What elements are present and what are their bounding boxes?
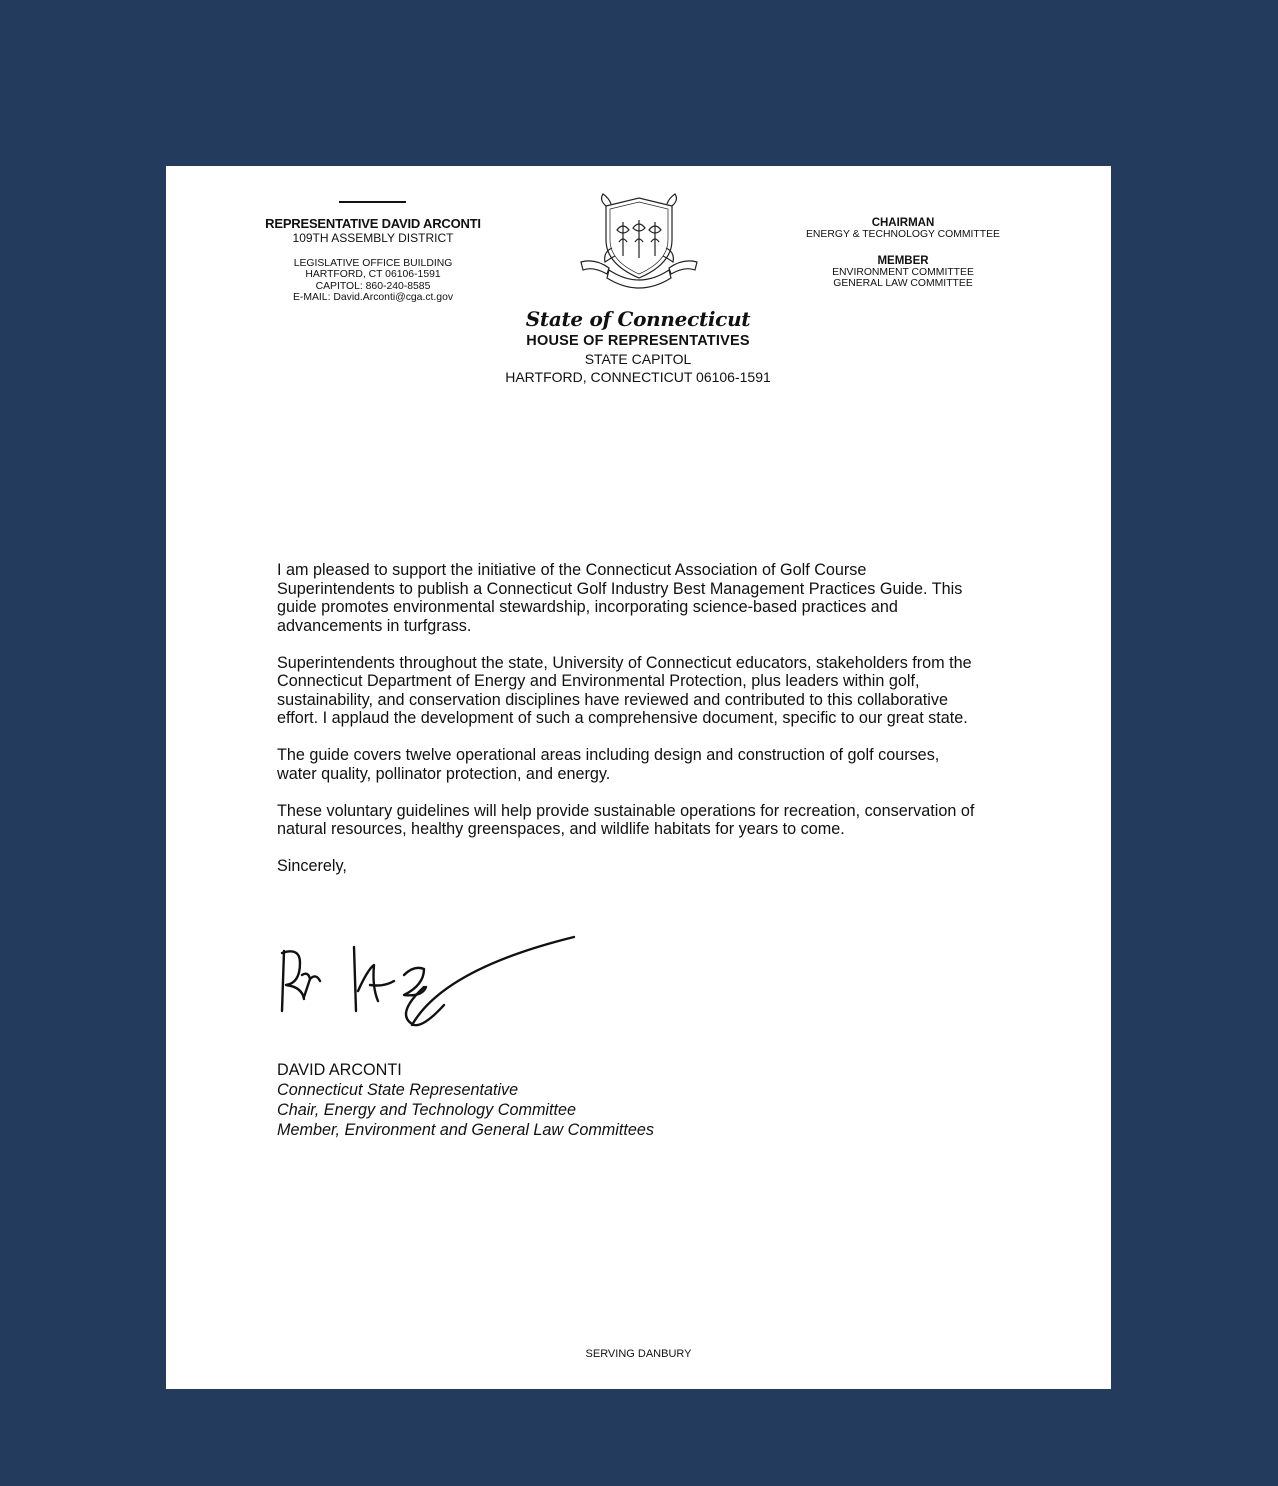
letter-page [166,166,1111,1389]
letter-body [277,561,977,894]
connecticut-seal-icon [579,192,699,300]
state-header [458,306,818,386]
address-line: HARTFORD, CT 06106-1591 [305,269,441,281]
signature-block [277,1060,777,1140]
state-name: State of Connecticut [525,307,751,331]
handwritten-signature [274,929,584,1044]
chairman-title: CHAIRMAN [871,217,935,229]
member-committee: ENVIRONMENT COMMITTEE [832,267,974,278]
address-line: LEGISLATIVE OFFICE BUILDING [293,257,453,269]
house-title: HOUSE OF REPRESENTATIVES [526,333,750,349]
signer-name: DAVID ARCONTI [277,1061,402,1079]
assembly-district: 109TH ASSEMBLY DISTRICT [292,230,454,245]
body-paragraph: These voluntary guidelines will help provide sustainable operations for recreation, conservation of natural resources, healthy greenspaces, and wildlife habitats for years to come. [277,801,975,838]
body-paragraph: I am pleased to support the initiative of the Connecticut Association of Golf Course Superintendents to publish a Connecticut Golf Industry Best Management Practices Guide. This guide promotes environmental stewardship, incorporating science-based practices and advancements in turfgrass. [277,561,963,635]
header-rule [339,201,406,203]
capitol-address: HARTFORD, CONNECTICUT 06106-1591 [505,369,771,385]
closing: Sincerely, [277,857,347,875]
committee-info [786,218,1020,289]
representative-name: REPRESENTATIVE DAVID ARCONTI [265,216,481,231]
member-title: MEMBER [877,255,929,267]
body-paragraph: Superintendents throughout the state, University of Connecticut educators, stakeholders from the Connecticut Department of Energy and Environmental Protection, plus leaders within golf, sustainability, and conservation disciplines have reviewed and contributed to this collaborative effort. I applaud the development of such a comprehensive document, specific to our great state. [277,653,972,727]
capitol-building: STATE CAPITOL [584,351,692,367]
representative-info [252,217,494,304]
chairman-committee: ENERGY & TECHNOLOGY COMMITTEE [806,229,1000,240]
address-line: E-MAIL: David.Arconti@cga.ct.gov [292,292,454,304]
signer-title: Member, Environment and General Law Committees [277,1121,654,1139]
address-line: CAPITOL: 860-240-8585 [315,280,431,292]
member-committee: GENERAL LAW COMMITTEE [833,278,973,289]
footer-text: SERVING DANBURY [585,1348,692,1360]
body-paragraph: The guide covers twelve operational areas including design and construction of golf courses, water quality, pollinator protection, and energy. [277,746,940,783]
signer-title: Connecticut State Representative [277,1081,519,1099]
signer-title: Chair, Energy and Technology Committee [277,1101,577,1119]
